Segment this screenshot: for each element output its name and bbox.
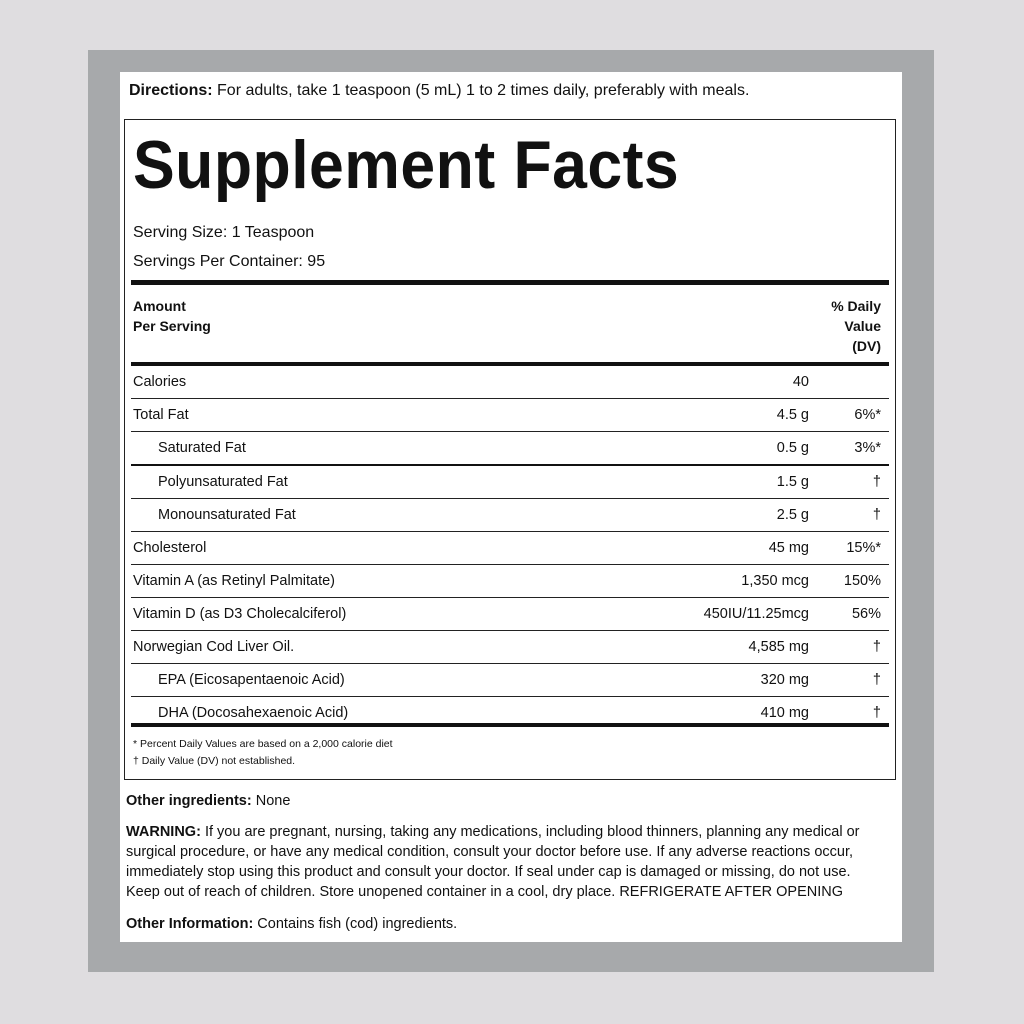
nutrient-amount: 1,350 mcg	[741, 573, 809, 589]
nutrient-dv: †	[872, 639, 881, 655]
table-row	[131, 399, 889, 432]
footnote-percent-dv: * Percent Daily Values are based on a 2,000 calorie diet	[133, 738, 393, 750]
nutrient-name: EPA (Eicosapentaenoic Acid)	[158, 672, 345, 688]
nutrient-dv: †	[872, 474, 881, 490]
directions	[129, 80, 749, 102]
table-row	[131, 631, 889, 664]
facts-rows	[131, 366, 889, 729]
nutrient-name: Polyunsaturated Fat	[158, 474, 288, 490]
nutrient-name: Vitamin A (as Retinyl Palmitate)	[133, 573, 336, 589]
nutrient-amount: 410 mg	[760, 705, 809, 721]
nutrient-dv: 56%	[851, 606, 881, 622]
header-dv-line3: (DV)	[852, 338, 881, 354]
other-ingredients-text: None	[251, 793, 291, 809]
nutrient-name: Calories	[133, 374, 187, 390]
header-amount	[133, 296, 211, 336]
table-row	[131, 565, 889, 598]
table-row	[131, 664, 889, 697]
other-information	[126, 914, 888, 934]
nutrient-amount: 450IU/11.25mcg	[703, 606, 809, 622]
warning-label: WARNING:	[126, 824, 201, 840]
warning-text: If you are pregnant, nursing, taking any medications, including blood thinners, planning any medical or surgical procedure, or have any medical condition, consult your doctor before use. If any adverse reactions occur, immediately stop using this product and consult your doctor. If seal under cap is damaged or missing, do not use. Keep out of reach of children. Store unopened container in a cool, dry place. REFRIGERATE AFTER OPENING	[126, 824, 860, 900]
nutrient-amount: 320 mg	[760, 672, 809, 688]
nutrient-dv: †	[872, 705, 881, 721]
nutrient-name: Monounsaturated Fat	[158, 507, 296, 523]
nutrient-amount: 40	[792, 374, 809, 390]
header-amount-line2: Per Serving	[133, 318, 211, 334]
directions-label: Directions:	[129, 82, 213, 99]
nutrient-amount: 2.5 g	[776, 507, 809, 523]
nutrient-amount: 4,585 mg	[748, 639, 809, 655]
header-dv-line1: % Daily	[831, 298, 881, 314]
nutrient-name: Saturated Fat	[158, 440, 246, 456]
divider-bottom	[131, 723, 889, 727]
nutrient-amount: 4.5 g	[776, 407, 809, 423]
nutrient-dv: 3%*	[854, 440, 881, 456]
nutrient-dv: 150%	[843, 573, 881, 589]
directions-text: For adults, take 1 teaspoon (5 mL) 1 to 2 times daily, preferably with meals.	[212, 82, 750, 99]
serving-size: Serving Size: 1 Teaspoon	[133, 224, 315, 241]
nutrient-name: Total Fat	[133, 407, 189, 423]
nutrient-dv: †	[872, 672, 881, 688]
table-row	[131, 598, 889, 631]
divider-top	[131, 280, 889, 285]
table-row	[131, 366, 889, 399]
nutrient-amount: 45 mg	[768, 540, 809, 556]
footnote-dv-not-established: † Daily Value (DV) not established.	[133, 755, 296, 767]
servings-per-container: Servings Per Container: 95	[133, 253, 326, 270]
nutrient-dv: †	[872, 507, 881, 523]
facts-title: Supplement Facts	[133, 127, 680, 203]
supplement-facts-panel	[124, 119, 896, 780]
other-information-text: Contains fish (cod) ingredients.	[253, 916, 458, 932]
nutrient-name: DHA (Docosahexaenoic Acid)	[158, 705, 349, 721]
table-row	[131, 432, 889, 466]
nutrient-dv: 6%*	[854, 407, 881, 423]
other-information-label: Other Information:	[126, 916, 254, 932]
other-ingredients-label: Other ingredients:	[126, 793, 252, 809]
header-dv	[831, 296, 881, 356]
warning	[126, 822, 888, 902]
header-amount-line1: Amount	[133, 298, 186, 314]
nutrient-name: Vitamin D (as D3 Cholecalciferol)	[133, 606, 347, 622]
nutrient-dv: 15%*	[846, 540, 881, 556]
table-row	[131, 532, 889, 565]
nutrient-amount: 1.5 g	[776, 474, 809, 490]
nutrient-name: Cholesterol	[133, 540, 207, 556]
nutrient-name: Norwegian Cod Liver Oil.	[133, 639, 295, 655]
table-row	[131, 466, 889, 499]
table-row	[131, 499, 889, 532]
nutrient-amount: 0.5 g	[776, 440, 809, 456]
other-ingredients	[126, 791, 888, 811]
header-dv-line2: Value	[844, 318, 881, 334]
